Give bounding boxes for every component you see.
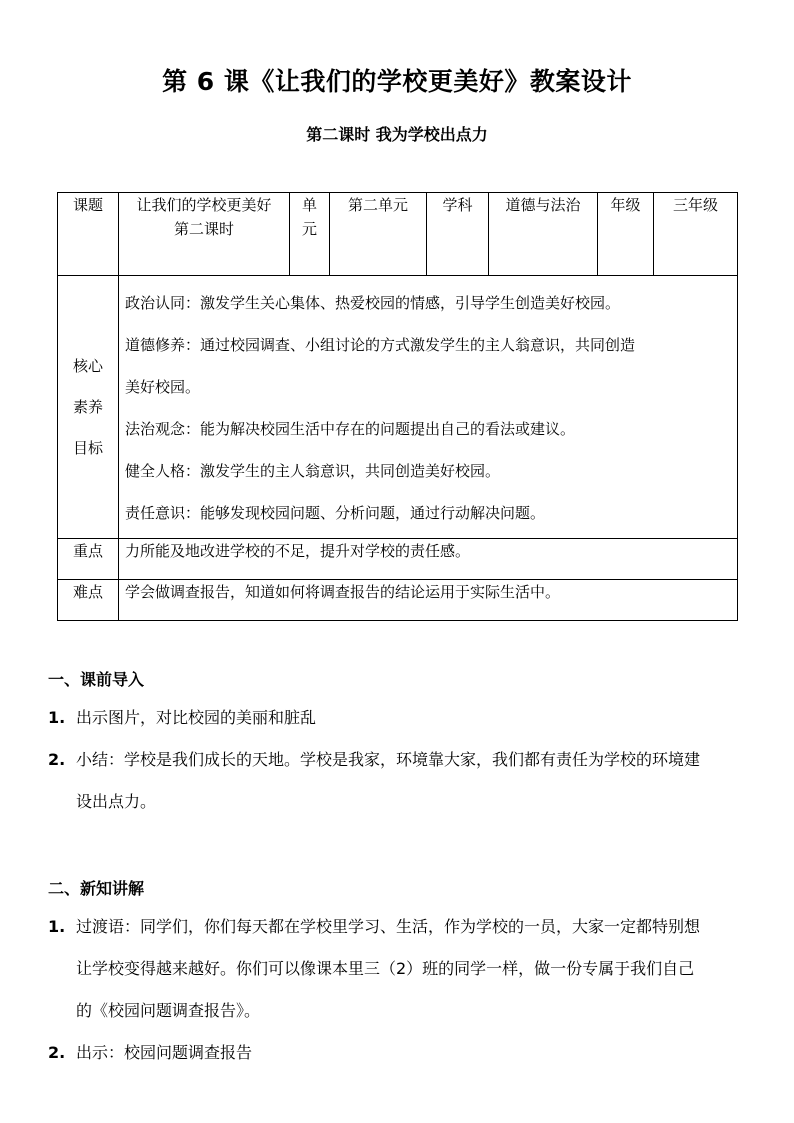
difficulty-value: 学会做调查报告，知道如何将调查报告的结论运用于实际生活中。	[119, 580, 738, 621]
goals-row	[58, 276, 738, 539]
subject-label: 学科	[427, 193, 489, 276]
list-text-line: 的《校园问题调查报告》。	[76, 1001, 261, 1020]
goals-label-line: 核心	[72, 356, 103, 375]
list-number: 2.	[48, 750, 66, 769]
subject-value: 道德与法治	[489, 193, 598, 276]
goal-line: 道德修养：通过校园调查、小组讨论的方式激发学生的主人翁意识，共同创造	[125, 336, 636, 354]
table-header-row	[58, 193, 738, 276]
document-title: 第 6 课《让我们的学校更美好》教案设计	[162, 67, 632, 96]
list-text-line: 让学校变得越来越好。你们可以像课本里三（2）班的同学一样，做一份专属于我们自己	[76, 959, 695, 978]
goal-line: 责任意识：能够发现校园问题、分析问题，通过行动解决问题。	[125, 504, 546, 522]
key-point-value: 力所能及地改进学校的不足，提升对学校的责任感。	[119, 539, 738, 580]
list-number: 1.	[48, 917, 66, 936]
goals-label	[58, 276, 119, 539]
unit-label	[290, 193, 330, 276]
list-item	[48, 1032, 748, 1074]
grade-label: 年级	[598, 193, 654, 276]
difficulty-row	[58, 580, 738, 621]
grade-value: 三年级	[654, 193, 738, 276]
list-text	[76, 697, 748, 739]
list-item	[48, 906, 748, 1032]
goal-line: 法治观念：能为解决校园生活中存在的问题提出自己的看法或建议。	[125, 420, 576, 438]
list-text	[76, 739, 748, 823]
unit-label-line: 元	[301, 220, 317, 238]
topic-value-line: 让我们的学校更美好	[136, 196, 272, 214]
list-text-line: 过渡语：同学们，你们每天都在学校里学习、生活，作为学校的一员，大家一定都特别想	[76, 917, 701, 936]
difficulty-label: 难点	[58, 580, 119, 621]
list-text-line: 出示：校园问题调查报告	[76, 1043, 253, 1062]
unit-value: 第二单元	[330, 193, 427, 276]
topic-label: 课题	[58, 193, 119, 276]
goal-line: 政治认同：激发学生关心集体、热爱校园的情感，引导学生创造美好校园。	[125, 294, 621, 312]
list-text	[76, 906, 748, 1032]
list-text-line: 设出点力。	[76, 792, 157, 811]
goals-label-line: 目标	[72, 438, 103, 457]
list-number: 1.	[48, 708, 66, 727]
goals-content	[119, 276, 738, 539]
lesson-info-table	[57, 192, 738, 621]
topic-value-line: 第二课时	[173, 220, 234, 238]
list-item	[48, 739, 748, 823]
unit-label-line: 单	[301, 196, 317, 214]
goals-label-line: 素养	[72, 397, 103, 416]
list-text	[76, 1032, 748, 1074]
key-point-row	[58, 539, 738, 580]
list-number: 2.	[48, 1043, 66, 1062]
section-heading-new-knowledge: 二、新知讲解	[48, 879, 145, 898]
list-item	[48, 697, 748, 739]
topic-value	[119, 193, 290, 276]
goal-line: 美好校园。	[125, 378, 201, 396]
section-heading-intro: 一、课前导入	[48, 670, 145, 689]
list-text-line: 出示图片，对比校园的美丽和脏乱	[76, 708, 317, 727]
document-subtitle: 第二课时 我为学校出点力	[306, 125, 488, 144]
goal-line: 健全人格：激发学生的主人翁意识，共同创造美好校园。	[125, 462, 501, 480]
list-text-line: 小结：学校是我们成长的天地。学校是我家，环境靠大家，我们都有责任为学校的环境建	[76, 750, 701, 769]
key-point-label: 重点	[58, 539, 119, 580]
